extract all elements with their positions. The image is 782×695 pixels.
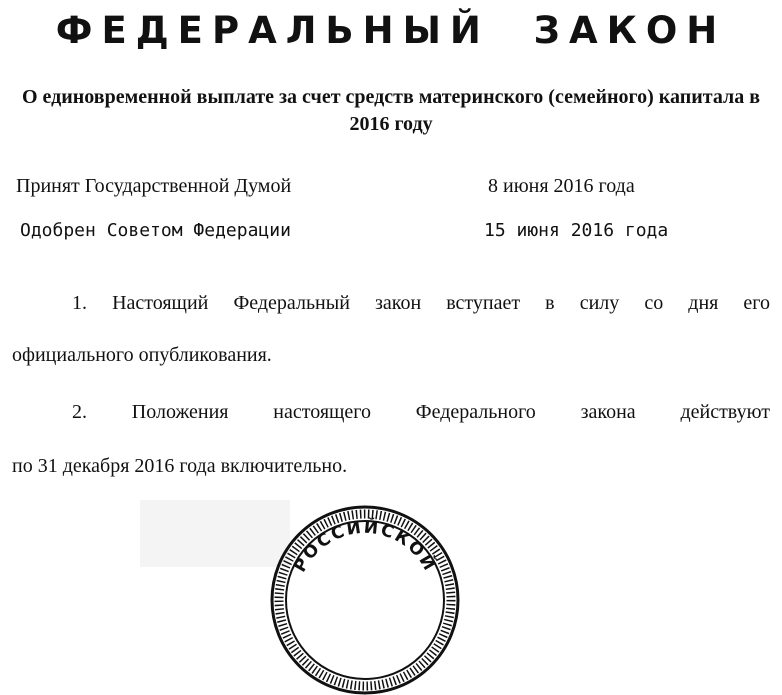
paragraph-2-word: настоящего bbox=[273, 401, 371, 423]
paragraph-2-words bbox=[12, 401, 770, 424]
paragraph-1-word: дня bbox=[688, 292, 719, 314]
paragraph-2-word: 2. bbox=[72, 401, 87, 423]
paragraph-2-word: действуют bbox=[680, 401, 770, 423]
paragraph-2-word: закона bbox=[580, 401, 636, 423]
paragraph-1-line-2: официального опубликования. bbox=[12, 344, 272, 366]
paragraph-1-line-1 bbox=[12, 292, 770, 315]
paragraph-2-word: Положения bbox=[131, 401, 229, 423]
paragraph-1-word: Настоящий bbox=[112, 292, 209, 314]
paragraph-1-word: его bbox=[743, 292, 770, 314]
paragraph-1-word: силу bbox=[579, 292, 620, 314]
paragraph-1-word: 1. bbox=[72, 292, 87, 314]
seal-text-path: РОССИЙСКОЙ bbox=[290, 517, 440, 576]
paragraph-1-words bbox=[12, 292, 770, 315]
paragraph-2-line-1 bbox=[12, 401, 770, 424]
approval-council-date: 15 июня 2016 года bbox=[484, 220, 669, 241]
document-subtitle: О единовременной выплате за счет средств материнского (семейного) капитала в 2016 году bbox=[21, 86, 761, 135]
seal-micro-text-ring bbox=[279, 514, 451, 686]
paragraph-1-word: закон bbox=[374, 292, 422, 314]
approval-council-label: Одобрен Советом Федерации bbox=[20, 220, 291, 241]
state-seal bbox=[270, 505, 460, 695]
paragraph-2-word: Федерального bbox=[415, 401, 536, 423]
paragraph-1-word: Федеральный bbox=[233, 292, 350, 314]
paragraph-1-word: в bbox=[545, 292, 555, 314]
paragraph-2-line-2: по 31 декабря 2016 года включительно. bbox=[12, 455, 348, 477]
document-title: ФЕДЕРАЛЬНЫЙ ЗАКОН bbox=[55, 9, 727, 52]
signature-area bbox=[140, 500, 290, 567]
paragraph-1-word: вступает bbox=[446, 292, 521, 314]
paragraph-1-word: со bbox=[644, 292, 664, 314]
adoption-duma-label: Принят Государственной Думой bbox=[16, 175, 292, 197]
adoption-duma-date: 8 июня 2016 года bbox=[488, 175, 635, 197]
